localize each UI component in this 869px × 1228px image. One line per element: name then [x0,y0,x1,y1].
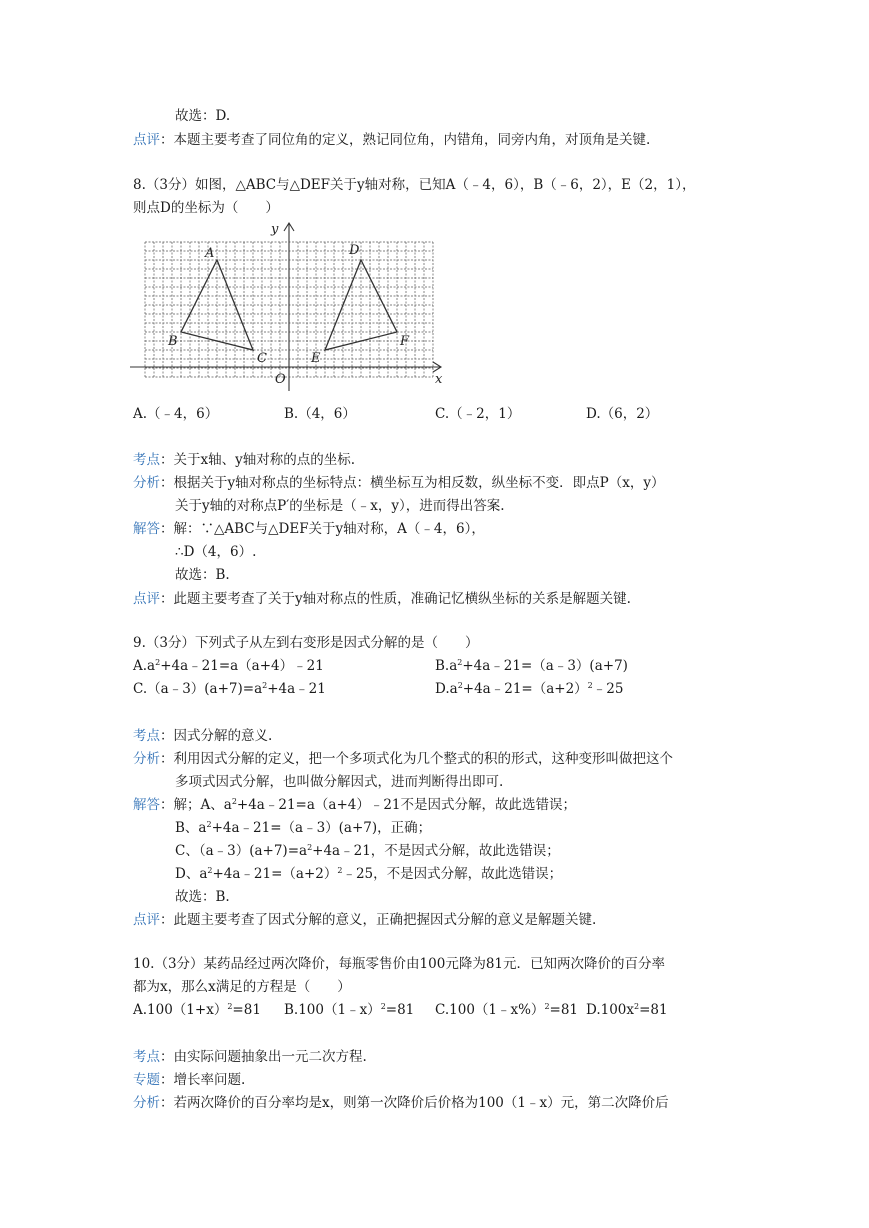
q8-option-c: C.（﹣2，1） [435,406,521,422]
q9-fenxi [133,750,673,768]
q8-kaodian [133,451,355,469]
kaodian-text: ：由实际问题抽象出一元二次方程. [160,1049,367,1065]
jieda-text: ：解：∵△ABC与△DEF关于y轴对称，A（﹣4，6）， [160,521,485,537]
top-comment [133,131,650,149]
kaodian-text: ：因式分解的意义. [160,728,273,744]
fenxi-label: 分析 [133,1095,160,1111]
q9-dianping [133,911,596,929]
q8-jieda-line3: 故选：B. [175,567,230,583]
kaodian-text: ：关于x轴、y轴对称的点的坐标. [160,452,356,468]
q8-fenxi [133,474,664,492]
q8-option-d: D.（6，2） [586,406,659,422]
dianping-text: ：此题主要考查了关于y轴对称点的性质，准确记忆横纵坐标的关系是解题关键. [160,591,631,607]
fenxi-label: 分析 [133,475,160,491]
q9-jieda [133,796,576,814]
q10-zhuanti [133,1071,245,1089]
dianping-label: 点评 [133,591,160,607]
zhuanti-label: 专题 [133,1072,160,1088]
q8-fenxi-line2: 关于y轴的对称点P′的坐标是（﹣x，y），进而得出答案. [175,498,505,514]
q8-coordinate-figure [130,219,446,391]
q9-jieda-line4: D、$a^2+4a﹣21=(a+2)^2﹣25$，不是因式分解，故此选错误； [175,866,563,882]
q8-option-b: B.（4，6） [284,406,356,422]
kaodian-label: 考点 [133,452,160,468]
label-x: x [435,372,443,387]
top-conclusion: 故选：D. [175,108,231,124]
label-c: C [257,351,267,366]
fenxi-label: 分析 [133,751,160,767]
label-y: y [271,222,279,237]
q9-jieda-line3: C、$(a﹣3)(a+7)=a^2+4a﹣21$，不是因式分解，故此选错误； [175,843,560,859]
q8-stem-line1: 8.（3分）如图，△ABC与△DEF关于y轴对称，已知A（﹣4，6），B（﹣6，2），E（2，1）， [133,177,696,193]
kaodian-label: 考点 [133,1049,160,1065]
fenxi-text: ：根据关于y轴对称点的坐标特点：横坐标互为相反数，纵坐标不变．即点P（x，y） [160,475,665,491]
q9-option-c: $C.(a﹣3)(a+7)=a^2+4a﹣21$ [133,681,326,697]
q9-fenxi-line2: 多项式因式分解，也叫做分解因式，进而判断得出即可. [175,774,504,790]
q9-jieda-line2: B、$a^2+4a﹣21=(a﹣3)(a+7)$，正确； [175,820,432,836]
q9-option-b: $B.a^2+4a﹣21=(a﹣3)(a+7)$ [435,658,628,674]
q9-jieda-line5: 故选：B. [175,889,230,905]
jieda-label: 解答 [133,797,160,813]
dianping-text: ：此题主要考查了因式分解的意义，正确把握因式分解的意义是解题关键. [160,912,597,928]
q10-option-c: C.100（1﹣x%）$^2$=81 [435,1002,579,1018]
label-b: B [168,334,178,349]
label-d: D [349,243,360,258]
q10-stem-line1: 10.（3分）某药品经过两次降价，每瓶零售价由100元降为81元．已知两次降价的百分率 [133,956,666,972]
comment-text: ：本题主要考查了同位角的定义，熟记同位角，内错角，同旁内角，对顶角是关键. [160,132,651,148]
dianping-label: 点评 [133,912,160,928]
q8-stem-line2: 则点D的坐标为（ ） [133,200,279,216]
q8-dianping [133,590,631,608]
jieda-text: ：解；A、$a^2+4a﹣21=a(a+4)﹣21$不是因式分解，故此选错误； [160,797,577,813]
q10-option-a: $A.100(1+x)^2=81$ [133,1002,261,1018]
q9-option-a: $A.a^2+4a﹣21=a(a+4)﹣21$ [133,658,324,674]
q9-option-d: $D.a^2+4a﹣21=(a+2)^2﹣25$ [435,681,624,697]
fenxi-text: ：若两次降价的百分率均是x，则第一次降价后价格为100（1﹣x）元，第二次降价后 [160,1095,669,1111]
label-o: O [275,372,286,387]
q10-option-d: $D.100x^2=81$ [586,1002,668,1018]
zhuanti-text: ：增长率问题. [160,1072,246,1088]
q10-stem-line2: 都为x，那么x满足的方程是（ ） [133,979,351,995]
jieda-label: 解答 [133,521,160,537]
q10-fenxi [133,1094,669,1112]
comment-label: 点评 [133,132,160,148]
q9-stem: 9.（3分）下列式子从左到右变形是因式分解的是（ ） [133,635,479,651]
fenxi-text: ：利用因式分解的定义，把一个多项式化为几个整式的积的形式，这种变形叫做把这个 [160,751,673,767]
label-f: F [400,334,410,349]
q9-kaodian [133,727,272,745]
q10-option-b: B.100（1﹣x）$^2$=81 [284,1002,415,1018]
q10-kaodian [133,1048,367,1066]
label-e: E [311,351,321,366]
label-a: A [205,246,215,261]
q8-option-a: A.（﹣4，6） [133,406,219,422]
q8-jieda [133,520,485,538]
q8-jieda-line2: ∴D（4，6）. [175,544,257,560]
kaodian-label: 考点 [133,728,160,744]
